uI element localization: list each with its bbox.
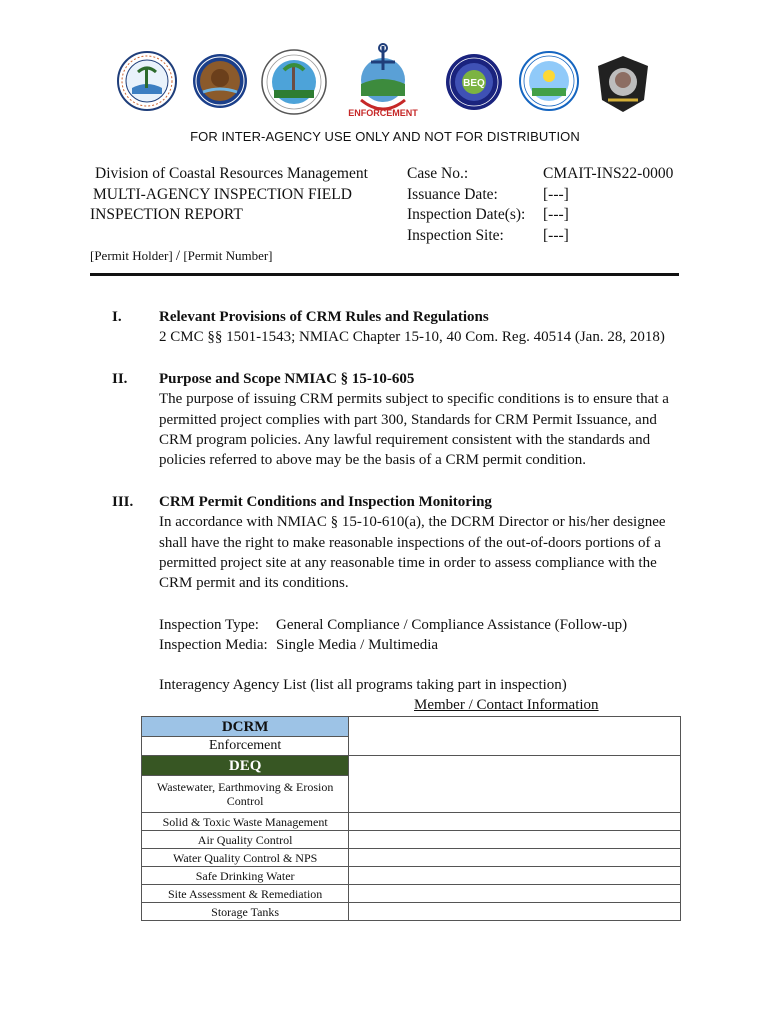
contact-cell[interactable] [349, 717, 681, 756]
inspection-type-row [159, 615, 627, 635]
permit-separator: / [175, 248, 181, 264]
issuance-date-value: [---] [543, 185, 569, 203]
agency-cell: Site Assessment & Remediation [142, 885, 349, 903]
table-row [142, 867, 681, 885]
dcrm-seal-logo [116, 50, 178, 112]
section-body [159, 492, 681, 593]
distribution-notice: FOR INTER-AGENCY USE ONLY AND NOT FOR DISTRIBUTION [190, 129, 580, 144]
section-text-line: permitted project site at any reasonable time in order to assess compliance with the [159, 554, 657, 571]
section-text-line: In accordance with NMIAC § 15-10-610(a), the DCRM Director or his/her designee [159, 514, 666, 531]
fish-wildlife-seal-logo [191, 52, 249, 110]
contact-cell[interactable] [349, 867, 681, 885]
inspection-media-row [159, 635, 438, 655]
section-text-line: 2 CMC §§ 1501-1543; NMIAC Chapter 15-10, 40 Com. Reg. 40514 (Jan. 28, 2018) [159, 329, 665, 346]
inspection-site-row [407, 226, 673, 247]
permit-line [90, 248, 273, 265]
svg-text:ENFORCEMENT: ENFORCEMENT [348, 108, 418, 118]
table-row [142, 885, 681, 903]
inspection-dates-label: Inspection Date(s): [407, 206, 526, 223]
section-title: Purpose and Scope NMIAC § 15-10-605 [159, 371, 415, 387]
report-title-line-2: INSPECTION REPORT [90, 206, 243, 223]
dcrm-header-cell: DCRM [142, 717, 349, 737]
deq-header-cell: DEQ [142, 756, 349, 776]
header-divider [90, 273, 679, 276]
inspection-dates-value: [---] [543, 206, 569, 223]
case-info-block [407, 164, 673, 246]
agency-logos-row [116, 40, 656, 120]
agency-cell: Solid & Toxic Waste Management [142, 813, 349, 831]
case-number-label: Case No.: [407, 165, 469, 182]
agency-cell: Safe Drinking Water [142, 867, 349, 885]
table-row [142, 813, 681, 831]
section-title: Relevant Provisions of CRM Rules and Regulations [159, 309, 489, 325]
agency-cell: Wastewater, Earthmoving & Erosion Control [142, 776, 349, 813]
section-text-line: The purpose of issuing CRM permits subject to specific conditions is to ensure that a [159, 391, 669, 408]
section-number: II. [112, 371, 128, 387]
inspection-site-value: [---] [543, 226, 569, 244]
permit-holder: [Permit Holder] [90, 248, 173, 263]
table-row [142, 849, 681, 867]
inspection-media-label: Inspection Media: [159, 637, 268, 653]
agency-cell: Storage Tanks [142, 903, 349, 921]
inspection-type-label: Inspection Type: [159, 617, 259, 633]
case-number-row [407, 164, 673, 185]
report-title-block [90, 164, 368, 226]
svg-text:BEQ: BEQ [463, 78, 485, 89]
contact-cell[interactable] [349, 813, 681, 831]
section-text-line: CRM program policies. Any lawful requirement consistent with the standards and [159, 431, 651, 448]
contact-cell[interactable] [349, 903, 681, 921]
inspection-media-value: Single Media / Multimedia [276, 637, 439, 653]
section-title: CRM Permit Conditions and Inspection Monitoring [159, 494, 492, 510]
agency-list-intro: Interagency Agency List (list all programs taking part in inspection) [159, 677, 567, 693]
section-text-line: policies referred to above may be the basis of a CRM permit condition. [159, 452, 586, 469]
section-number: I. [112, 309, 122, 325]
inspection-dates-row [407, 205, 673, 226]
agency-cell: Water Quality Control & NPS [142, 849, 349, 867]
table-row [142, 831, 681, 849]
section-body [159, 369, 681, 470]
enforcement-anchor-seal-logo [341, 40, 425, 120]
agency-cell: Air Quality Control [142, 831, 349, 849]
section-text-line: shall have the right to make reasonable inspections of the out-of-doors portions of a [159, 534, 661, 551]
issuance-date-label: Issuance Date: [407, 185, 498, 203]
lands-natural-resources-seal-logo [260, 48, 328, 116]
table-row [142, 903, 681, 921]
inspection-site-label: Inspection Site: [407, 226, 504, 244]
contact-cell[interactable] [349, 849, 681, 867]
contact-cell[interactable] [349, 885, 681, 903]
table-row [142, 756, 681, 776]
historic-preservation-seal-logo [594, 54, 652, 114]
table-row [142, 717, 681, 737]
section-body [159, 307, 681, 348]
contact-cell[interactable] [349, 756, 681, 813]
public-works-seal-logo [518, 50, 580, 112]
issuance-date-row [407, 185, 673, 206]
case-number-value: CMAIT-INS22-0000 [543, 165, 674, 182]
member-contact-header: Member / Contact Information [414, 697, 599, 713]
division-name: Division of Coastal Resources Management [95, 165, 368, 182]
section-text-line: CRM permit and its conditions. [159, 575, 349, 592]
agency-table [141, 716, 681, 921]
beq-seal-logo [444, 52, 504, 112]
inspection-type-value: General Compliance / Compliance Assistance (Follow-up) [276, 617, 628, 633]
report-title-line-1: MULTI-AGENCY INSPECTION FIELD [93, 185, 352, 203]
section-text-line: permitted project complies with part 300, Standards for CRM Permit Issuance, and [159, 411, 657, 428]
permit-number: [Permit Number] [183, 248, 273, 263]
section-number: III. [112, 494, 134, 510]
agency-cell: Enforcement [142, 737, 349, 756]
contact-cell[interactable] [349, 831, 681, 849]
